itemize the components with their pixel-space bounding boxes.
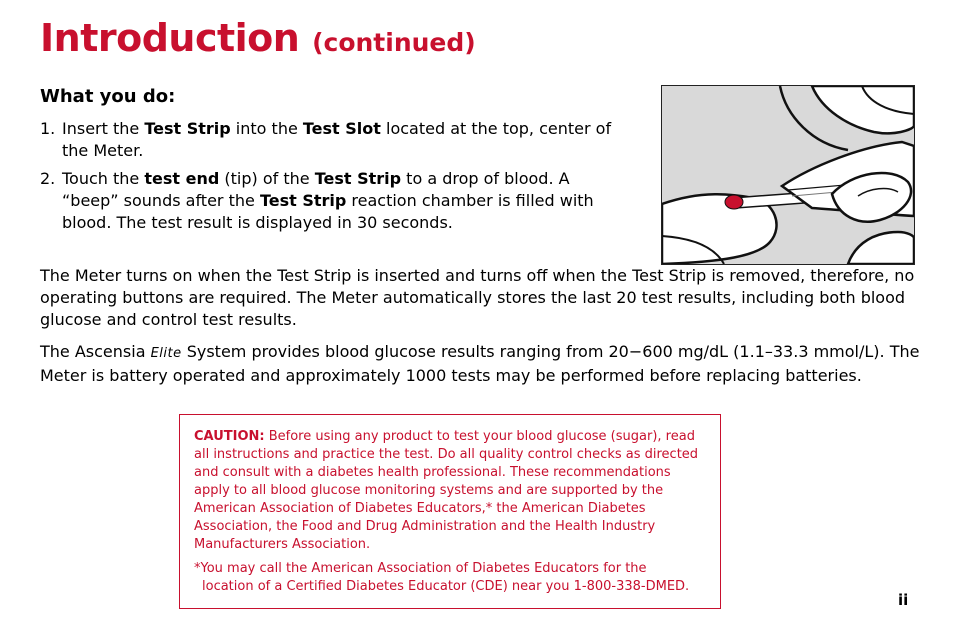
- section-heading: What you do:: [40, 86, 176, 107]
- caution-footnote: *You may call the American Association of Diabetes Educators for the location of a Certified Diabetes Educator (CDE) near you 1-800-338-DMED.: [194, 561, 690, 594]
- step-text: (tip) of the: [219, 169, 315, 188]
- p2-text-before: The Ascensia: [40, 342, 151, 361]
- step-text: located at the top, center of the Meter.: [62, 119, 612, 160]
- brand-name: Elite: [150, 346, 182, 361]
- step-number: 2.: [40, 169, 56, 188]
- blood-drop-icon: [725, 195, 743, 209]
- step-text: reaction chamber is filled with blood. The test result is displayed in 30 seconds.: [62, 191, 594, 232]
- meter-operation-paragraph: The Meter turns on when the Test Strip is inserted and turns off when the Test Strip is removed, therefore, no operating buttons are required. The Meter automatically stores the last 20 test results, including both blood glucose and control test results.: [40, 266, 915, 329]
- step-term: Test Slot: [302, 119, 381, 138]
- step-number: 1.: [40, 119, 56, 138]
- system-range-paragraph: [40, 341, 920, 387]
- step-term: Test Strip: [144, 119, 231, 138]
- step-term: test end: [144, 169, 220, 188]
- step-term: Test Strip: [314, 169, 402, 188]
- caution-body: Before using any product to test your blood glucose (sugar), read all instructions and practice the test. Do all quality control checks as directed and consult with a diabetes health professional. These recommendations apply to all blood glucose monitoring systems and are supported by the American Association of Diabetes Educators,* the American Diabetes Association, the Food and Drug Administration and the Health Industry Manufacturers Association.: [194, 429, 699, 552]
- steps-list: [40, 118, 630, 240]
- test-strip-illustration: [661, 85, 915, 265]
- page-title: [40, 12, 476, 69]
- step-text: Touch the: [62, 169, 145, 188]
- caution-box: [179, 414, 721, 609]
- p2-text-after: System provides blood glucose results ranging from 20−600 mg/dL (1.1–33.3 mmol/L). The Meter is battery operated and approximately 1000 tests may be performed before replacing batteries.: [40, 342, 920, 385]
- step-text: Insert the: [62, 119, 145, 138]
- page-number: ii: [898, 591, 909, 609]
- step-item: [40, 118, 630, 162]
- caution-text: [194, 428, 700, 554]
- caution-label: CAUTION:: [194, 429, 265, 444]
- step-item: [40, 168, 630, 234]
- title-continued: (continued): [312, 28, 476, 57]
- step-term: Test Strip: [259, 191, 347, 210]
- title-main: Introduction: [40, 16, 300, 60]
- step-text: into the: [230, 119, 303, 138]
- step-text: to a drop of blood. A “beep” sounds after the: [62, 169, 570, 210]
